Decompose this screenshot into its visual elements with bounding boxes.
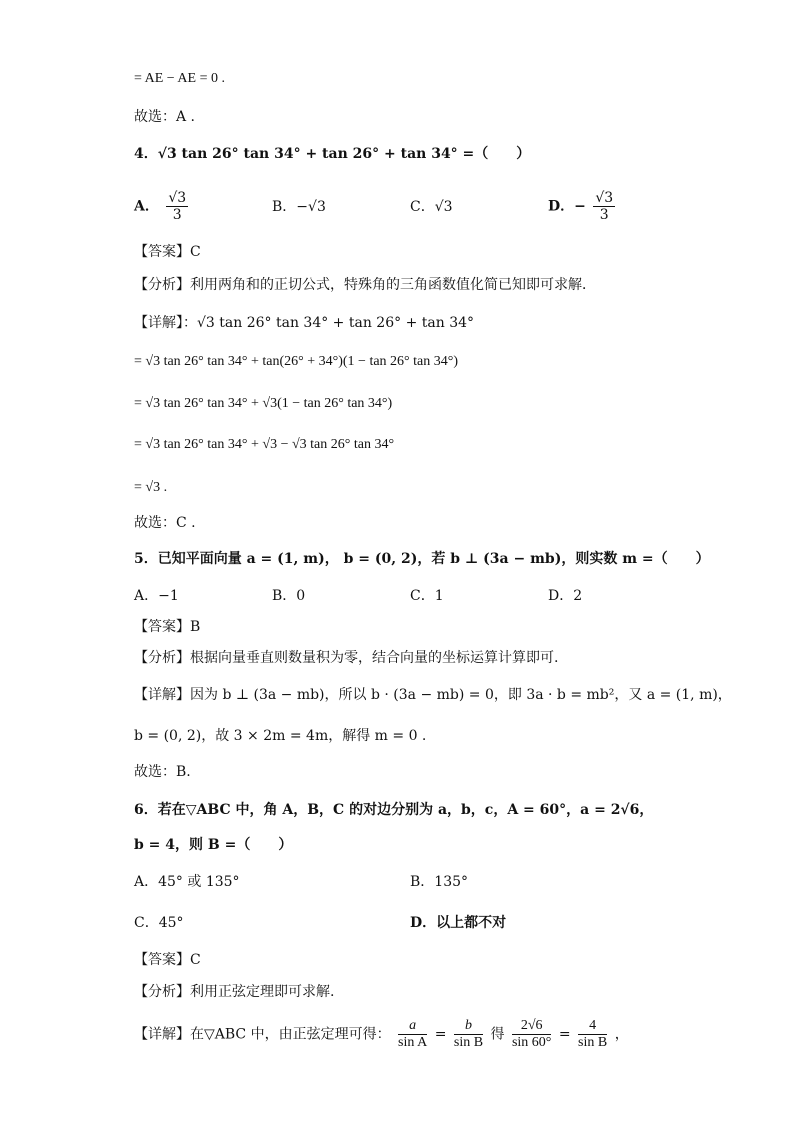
q5-analysis: 【分析】根据向量垂直则数量积为零，结合向量的坐标运算计算即可. — [134, 650, 559, 666]
q6-answer: 【答案】C — [134, 952, 201, 968]
q4-option-d-numerator: √3 — [595, 190, 614, 206]
q6-fraction-3-numerator: 2√6 — [512, 1018, 551, 1035]
prev-choose-line: 故选：A . — [134, 109, 196, 125]
q4-option-d-fraction — [593, 190, 615, 223]
q4-step-4: = √3 . — [134, 480, 168, 495]
q6-fraction-2 — [454, 1018, 483, 1051]
q6-detail — [134, 1018, 629, 1051]
q6-stem-2: b = 4，则 B =（ ） — [134, 837, 293, 853]
q6-fraction-1-denominator: sin A — [398, 1035, 428, 1050]
q6-fraction-1 — [398, 1018, 427, 1051]
q4-stem: 4．√3 tan 26° tan 34° + tan 26° + tan 34° =（ ） — [134, 146, 531, 162]
q6-analysis: 【分析】利用正弦定理即可求解. — [134, 984, 335, 1000]
q6-option-c: C．45° — [134, 915, 184, 931]
q4-analysis: 【分析】利用两角和的正切公式，特殊角的三角函数值化简已知即可求解． — [134, 277, 596, 293]
q6-detail-tail: ， — [614, 1026, 629, 1043]
q6-detail-prefix: 【详解】在▽ABC 中，由正弦定理可得： — [134, 1026, 391, 1043]
q6-fraction-3 — [512, 1018, 551, 1051]
q5-option-a: A．−1 — [134, 588, 179, 604]
q6-fraction-4 — [578, 1018, 607, 1051]
q4-option-a-fraction — [166, 190, 188, 223]
q6-fraction-2-numerator: b — [454, 1018, 483, 1035]
q5-detail-1: 【详解】因为 b ⊥ (3a − mb)，所以 b · (3a − mb) = 0，即 3a · b = mb²，又 a = (1, m)， — [134, 687, 732, 703]
q4-detail: 【详解】：√3 tan 26° tan 34° + tan 26° + tan 34° — [134, 315, 475, 331]
q6-fraction-3-denominator: sin 60° — [511, 1035, 552, 1050]
q5-answer: 【答案】B — [134, 619, 201, 635]
q5-option-c: C．1 — [410, 588, 444, 604]
q5-choose: 故选：B. — [134, 764, 191, 780]
q4-option-d — [548, 190, 618, 223]
prev-answer-line: = AE − AE = 0 . — [134, 71, 225, 86]
q4-option-a-denominator: 3 — [172, 207, 182, 223]
q6-option-a: A．45° 或 135° — [134, 874, 240, 890]
q6-fraction-2-denominator: sin B — [453, 1035, 484, 1050]
q6-fraction-4-denominator: sin B — [578, 1035, 608, 1050]
q4-option-a-label: A． — [134, 198, 159, 215]
q6-detail-mid: 得 — [490, 1026, 505, 1043]
q5-stem: 5．已知平面向量 a = (1, m)， b = (0, 2)，若 b ⊥ (3a − mb)，则实数 m =（ ） — [134, 551, 710, 567]
q4-option-c: C．√3 — [410, 199, 453, 215]
q4-step-1: = √3 tan 26° tan 34° + tan(26° + 34°)(1 − tan 26° tan 34°) — [134, 354, 459, 369]
q6-stem-1: 6．若在▽ABC 中，角 A，B，C 的对边分别为 a，b，c，A = 60°，a = 2√6， — [134, 802, 654, 818]
q4-step-3: = √3 tan 26° tan 34° + √3 − √3 tan 26° tan 34° — [134, 437, 395, 452]
q4-step-2: = √3 tan 26° tan 34° + √3(1 − tan 26° tan 34°) — [134, 396, 393, 411]
q4-option-a — [134, 190, 191, 223]
q4-option-a-numerator: √3 — [168, 190, 187, 206]
q4-option-b: B．−√3 — [272, 199, 326, 215]
q4-option-d-label: D．− — [548, 198, 586, 215]
q5-detail-2: b = (0, 2)，故 3 × 2m = 4m，解得 m = 0 . — [134, 728, 427, 744]
q6-fraction-4-numerator: 4 — [578, 1018, 607, 1035]
q6-fraction-1-numerator: a — [398, 1018, 427, 1035]
q4-choose: 故选：C . — [134, 515, 196, 531]
q6-option-b: B．135° — [410, 874, 469, 890]
q6-option-d: D．以上都不对 — [410, 915, 507, 931]
q6-equals-2: = — [558, 1026, 571, 1043]
q4-answer: 【答案】C — [134, 244, 201, 260]
q5-option-d: D．2 — [548, 588, 583, 604]
q5-option-b: B．0 — [272, 588, 306, 604]
q6-equals-1: = — [434, 1026, 447, 1043]
q4-option-d-denominator: 3 — [599, 207, 609, 223]
